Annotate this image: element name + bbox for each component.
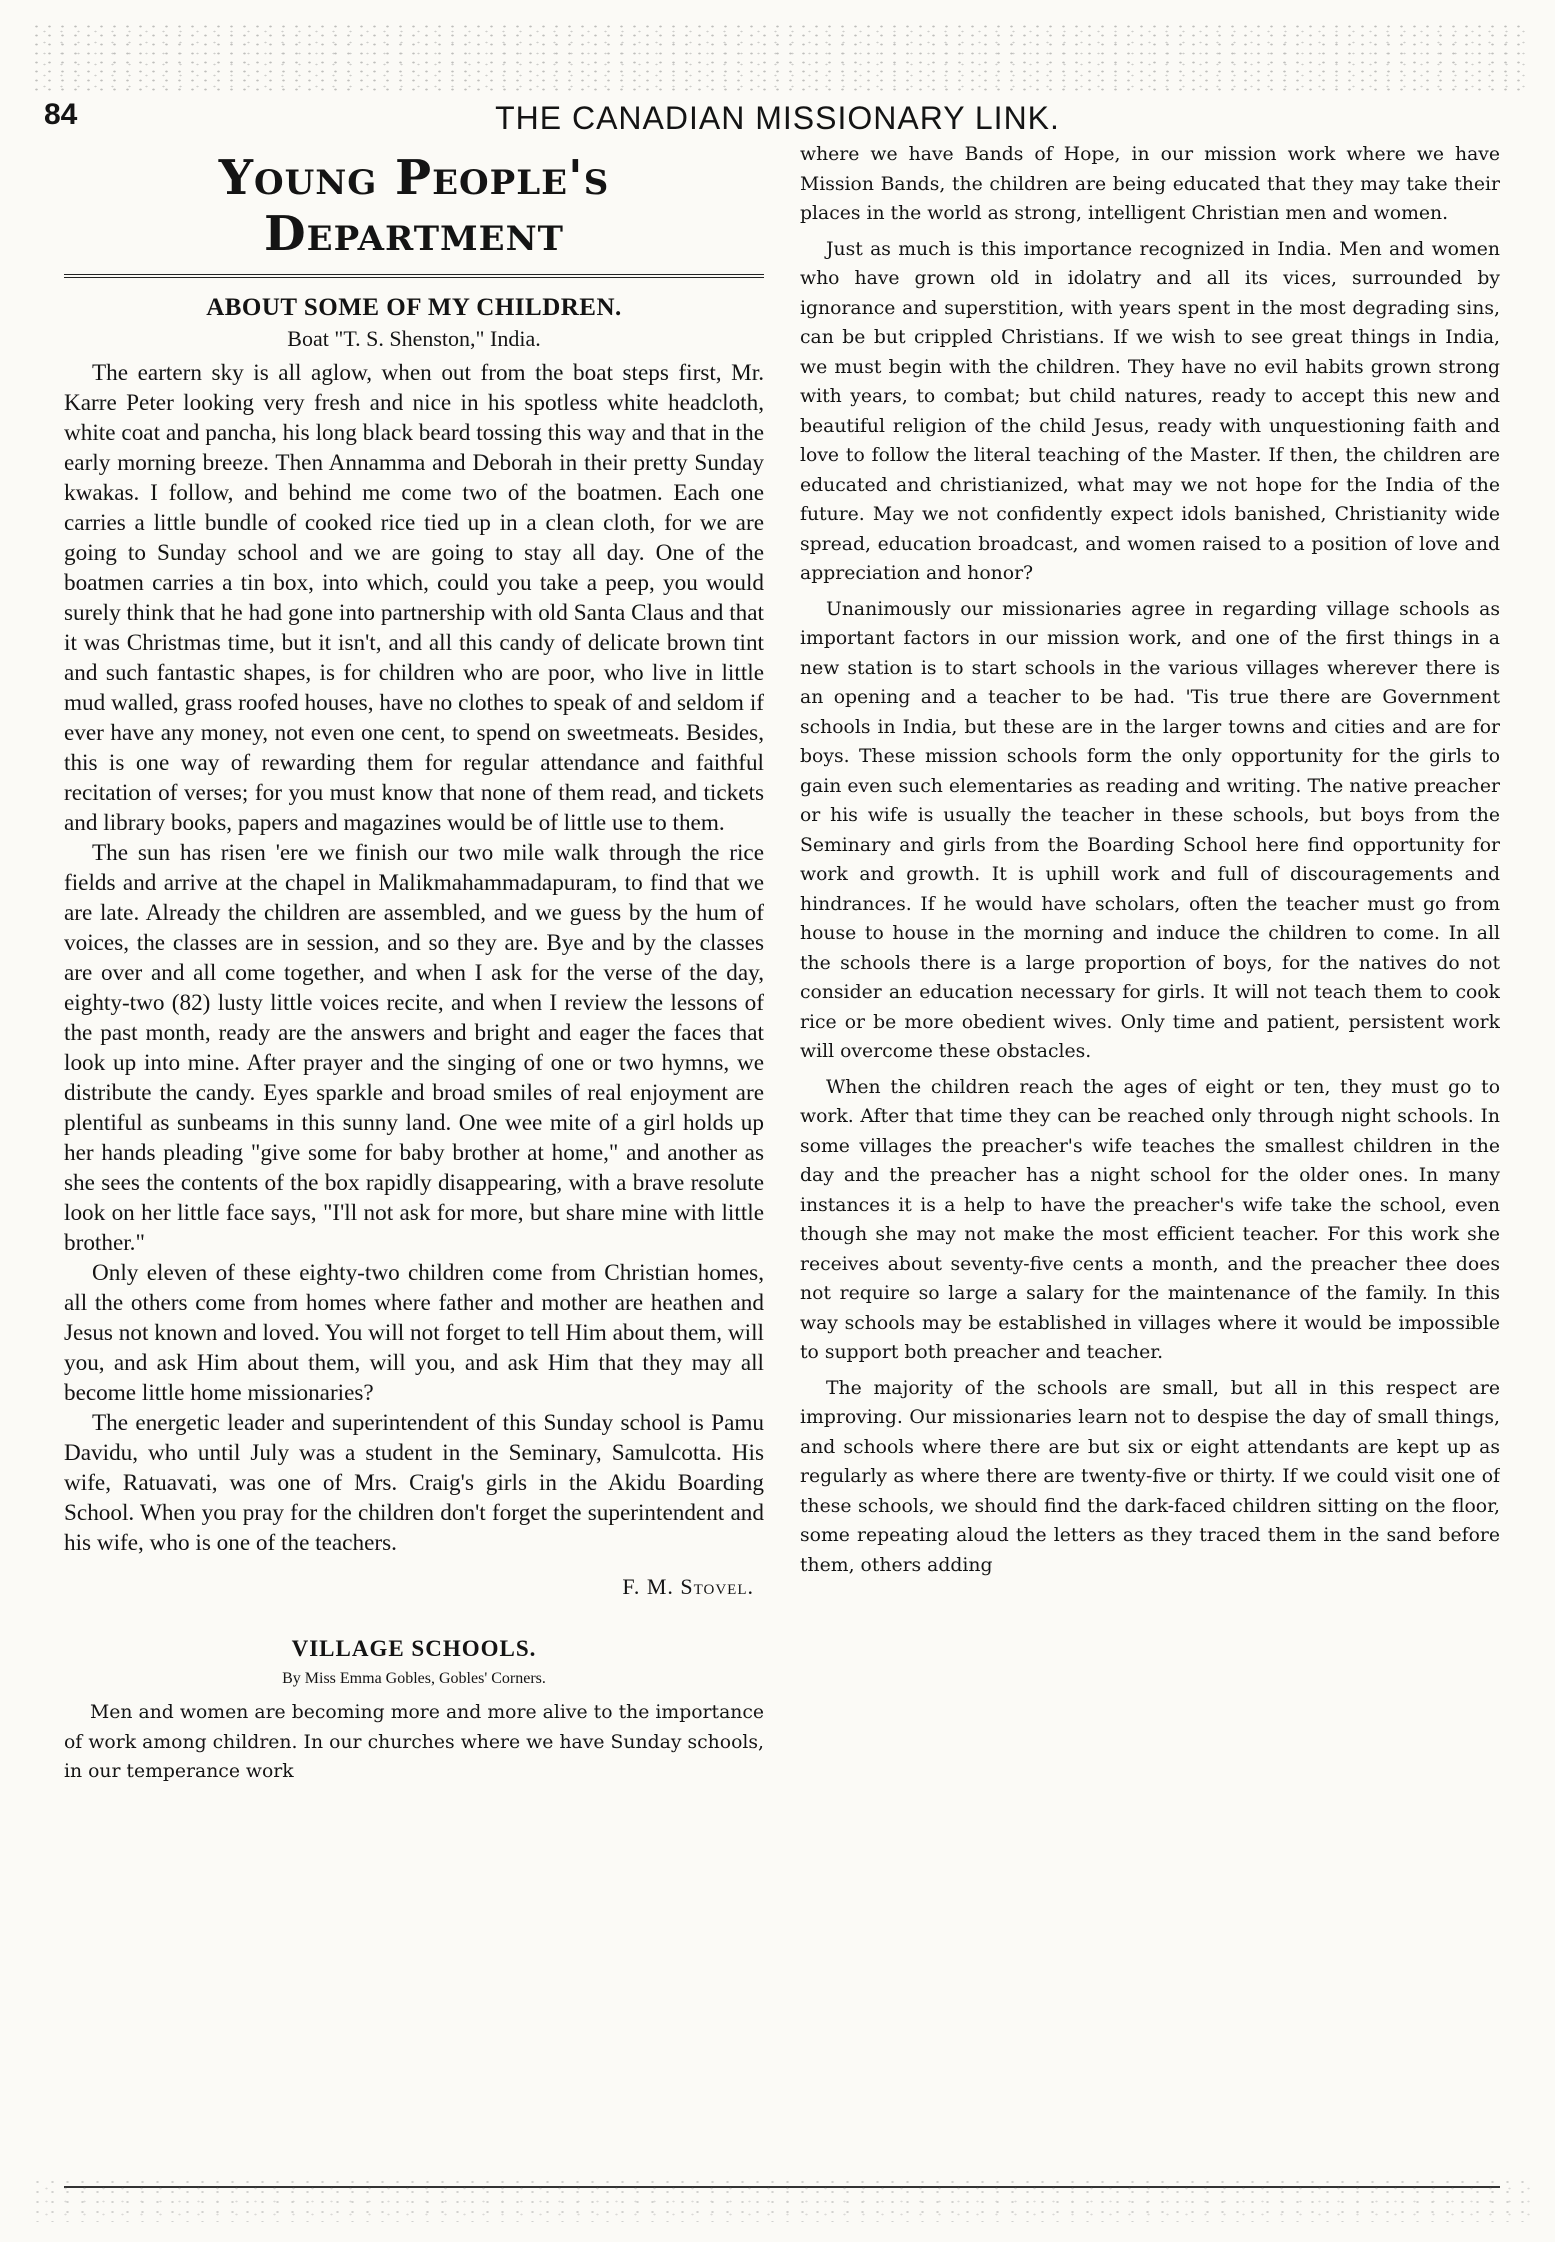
article-author: By Miss Emma Gobles, Gobles' Corners. bbox=[282, 1670, 546, 1687]
paragraph: The eartern sky is all aglow, when out from the boat steps first, Mr. Karre Peter looking very fresh and nice in his spotless white headcloth, white coat and pancha, his long black beard tossing this way and that in the early morning breeze. Then Annamma and Deborah in their pretty Sunday kwakas. I follow, and behind me come two of the boatmen. Each one carries a little bundle of cooked rice tied up in a clean cloth, for we are going to Sunday school and we are going to stay all day. One of the boatmen carries a tin box, into which, could you take a peep, you would surely think that he had gone into partnership with old Santa Claus and that it was Christmas time, but it isn't, and all this candy of delicate brown tint and such fantastic shapes, is for children who are poor, who live in little mud walled, grass roofed houses, have no clothes to speak of and seldom if ever have any money, not even one cent, to spend on sweetmeats. Besides, this is one way of rewarding them for regular attendance and faithful recitation of verses; for you must know that none of them read, and tickets and library books, papers and magazines would be of little use to them. bbox=[64, 360, 764, 836]
page-number: 84 bbox=[44, 98, 78, 131]
department-title: Young People's Department bbox=[64, 150, 764, 278]
article-body bbox=[64, 358, 764, 1558]
paragraph: When the children reach the ages of eight or ten, they must go to work. After that time they can be reached only through night schools. In some villages the preacher's wife teaches the smallest children in the day and the preacher has a night school for the older ones. In many instances it is a help to have the preacher's wife take the school, even though she may not make the most efficient teacher. For this work she receives about seventy-five cents a month, and the preacher thee does not require so large a salary for the maintenance of the family. In this way schools may be established in villages where it would be impossible to support both preacher and teacher. bbox=[800, 1076, 1500, 1363]
article-body bbox=[64, 1698, 764, 1787]
paragraph: Just as much is this importance recognized in India. Men and women who have grown old in idolatry and all its vices, surrounded by ignorance and superstition, with years spent in the most degrading sins, can be but crippled Christians. If we wish to see great things in India, we must begin with the children. They have no evil habits grown strong with years, to combat; but child natures, ready to accept this new and beautiful religion of the child Jesus, ready with unquestioning faith and love to follow the literal teaching of the Master. If then, the children are educated and christianized, what may we not hope for the India of the future. May we not confidently expect idols banished, Christianity wide spread, education broadcast, and women raised to a position of love and appreciation and honor? bbox=[800, 238, 1500, 584]
author-signature: F. M. Stovel. bbox=[622, 1574, 754, 1599]
paragraph: where we have Bands of Hope, in our mission work where we have Mission Bands, the children are being educated that they may take their places in the world as strong, intelligent Christian men and women. bbox=[800, 144, 1500, 224]
scan-speckle-top bbox=[30, 22, 1530, 92]
article-location: Boat "T. S. Shenston," India. bbox=[287, 326, 541, 351]
paragraph: The energetic leader and superintendent of this Sunday school is Pamu Davidu, who until July was a student in the Seminary, Samulcotta. His wife, Ratuavati, was one of Mrs. Craig's girls in the Akidu Boarding School. When you pray for the children don't forget the superintendent and his wife, who is one of the teachers. bbox=[64, 1410, 764, 1556]
paragraph: Men and women are becoming more and more alive to the importance of work among children. In our churches where we have Sunday schools, in our temperance work bbox=[64, 1702, 764, 1782]
paragraph: Only eleven of these eighty-two children come from Christian homes, all the others come from homes where father and mother are heathen and Jesus not known and loved. You will not forget to tell Him about them, will you, and ask Him about them, will you, and ask Him that they may all become little home missionaries? bbox=[64, 1260, 764, 1406]
left-column bbox=[64, 140, 764, 2180]
article-title: ABOUT SOME OF MY CHILDREN. bbox=[206, 294, 622, 321]
paragraph: The sun has risen 'ere we finish our two mile walk through the rice fields and arrive at the chapel in Malikmahammadapuram, to find that we are late. Already the children are assembled, and we guess by the hum of voices, the classes are in session, and so they are. Bye and by the classes are over and all come together, and when I ask for the verse of the day, eighty-two (82) lusty little voices recite, and when I review the lessons of the past month, ready are the answers and bright and eager the faces that look up into mine. After prayer and the singing of one or two hymns, we distribute the candy. Eyes sparkle and broad smiles of real enjoyment are plentiful as sunbeams in this sunny land. One wee mite of a girl holds up her hands pleading "give some for baby brother at home," and another as she sees the contents of the box rapidly disappearing, with a brave resolute look on her little face says, "I'll not ask for more, but share mine with little brother." bbox=[64, 840, 764, 1256]
right-column bbox=[800, 140, 1500, 2180]
paragraph: The majority of the schools are small, but all in this respect are improving. Our missionaries learn not to despise the day of small things, and schools where there are but six or eight attendants are kept up as regularly as where there are twenty-five or thirty. If we could visit one of these schools, we should find the dark-faced children sitting on the floor, some repeating aloud the letters as they traced them in the sand before them, others adding bbox=[800, 1377, 1500, 1576]
paragraph: Unanimously our missionaries agree in regarding village schools as important factors in our mission work, and one of the first things in a new station is to start schools in the various villages wherever there is an opening and a teacher to be had. 'Tis true there are Government schools in India, but these are in the larger towns and cities and are for boys. These mission schools form the only opportunity for the girls to gain even such elementaries as reading and writing. The native preacher or his wife is usually the teacher in these schools, but boys from the Seminary and girls from the Boarding School here find opportunity for work and growth. It is uphill work and full of discouragements and hindrances. If he would have scholars, often the teacher must go from house to house in the morning and induce the children to come. In all the schools there is a large proportion of boys, for the natives do not consider an education necessary for girls. It will not teach them to cook rice or be more obedient wives. Only time and patient, persistent work will overcome these obstacles. bbox=[800, 598, 1500, 1062]
article-title: VILLAGE SCHOOLS. bbox=[291, 1636, 537, 1661]
article-body-continued bbox=[800, 140, 1500, 1580]
scan-speckle-bottom bbox=[30, 2177, 1530, 2222]
journal-title: THE CANADIAN MISSIONARY LINK. bbox=[495, 100, 1060, 136]
